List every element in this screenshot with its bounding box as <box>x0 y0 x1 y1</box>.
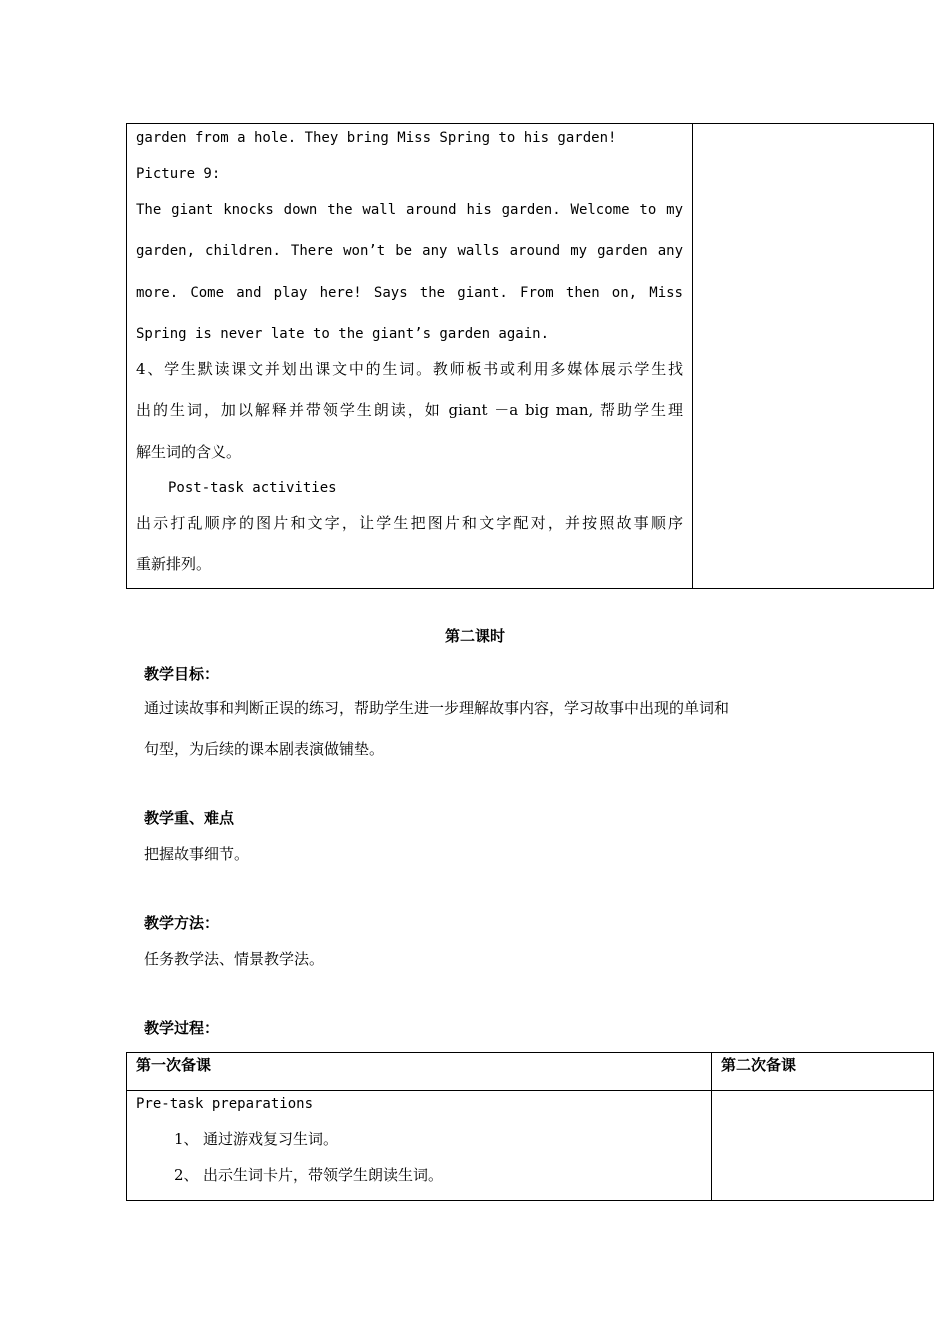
story-line: Spring is never late to the giant’s garden again. <box>136 326 550 342</box>
story-line: more. Come and play here! Says the giant. From then on, Miss <box>136 285 683 301</box>
process-table <box>126 1052 934 1201</box>
lesson-table-continued <box>126 123 934 589</box>
story-line: garden, children. There won’t be any walls around my garden any <box>136 243 683 259</box>
step-text: 解生词的含义。 <box>136 443 242 461</box>
activity-text: 重新排列。 <box>136 555 212 573</box>
list-item: 通过游戏复习生词。 <box>203 1130 339 1148</box>
key-points-text: 把握故事细节。 <box>144 845 250 863</box>
methods-heading: 教学方法： <box>144 914 220 932</box>
post-task-heading: Post-task activities <box>168 480 337 496</box>
col1-header: 第一次备课 <box>136 1056 212 1074</box>
picture-label: Picture 9: <box>136 166 221 182</box>
goals-heading: 教学目标： <box>144 665 220 683</box>
column-divider <box>711 1053 712 1200</box>
story-line: The giant knocks down the wall around his garden. Welcome to my <box>136 202 683 218</box>
list-item: 出示生词卡片，带领学生朗读生词。 <box>203 1166 444 1184</box>
pre-task-heading: Pre-task preparations <box>136 1096 314 1112</box>
lesson-title: 第二课时 <box>444 627 505 645</box>
methods-text: 任务教学法、情景教学法。 <box>144 950 325 968</box>
goals-text: 句型，为后续的课本剧表演做铺垫。 <box>144 740 385 758</box>
col2-header: 第二次备课 <box>721 1056 797 1074</box>
activity-text: 出示打乱顺序的图片和文字，让学生把图片和文字配对，并按照故事顺序 <box>136 514 683 532</box>
header-divider <box>127 1090 933 1091</box>
step-text: 出的生词，加以解释并带领学生朗读，如 giant －a big man, 帮助学生理 <box>136 401 683 419</box>
process-heading: 教学过程： <box>144 1019 220 1037</box>
step-text: 4、学生默读课文并划出课文中的生词。教师板书或利用多媒体展示学生找 <box>136 360 683 378</box>
item-number: 2、 <box>174 1166 199 1184</box>
key-points-heading: 教学重、难点 <box>144 809 235 827</box>
goals-text: 通过读故事和判断正误的练习，帮助学生进一步理解故事内容，学习故事中出现的单词和 <box>144 699 730 717</box>
story-line: garden from a hole. They bring Miss Spring to his garden! <box>136 130 617 146</box>
item-number: 1、 <box>174 1130 199 1148</box>
column-divider <box>692 124 693 588</box>
